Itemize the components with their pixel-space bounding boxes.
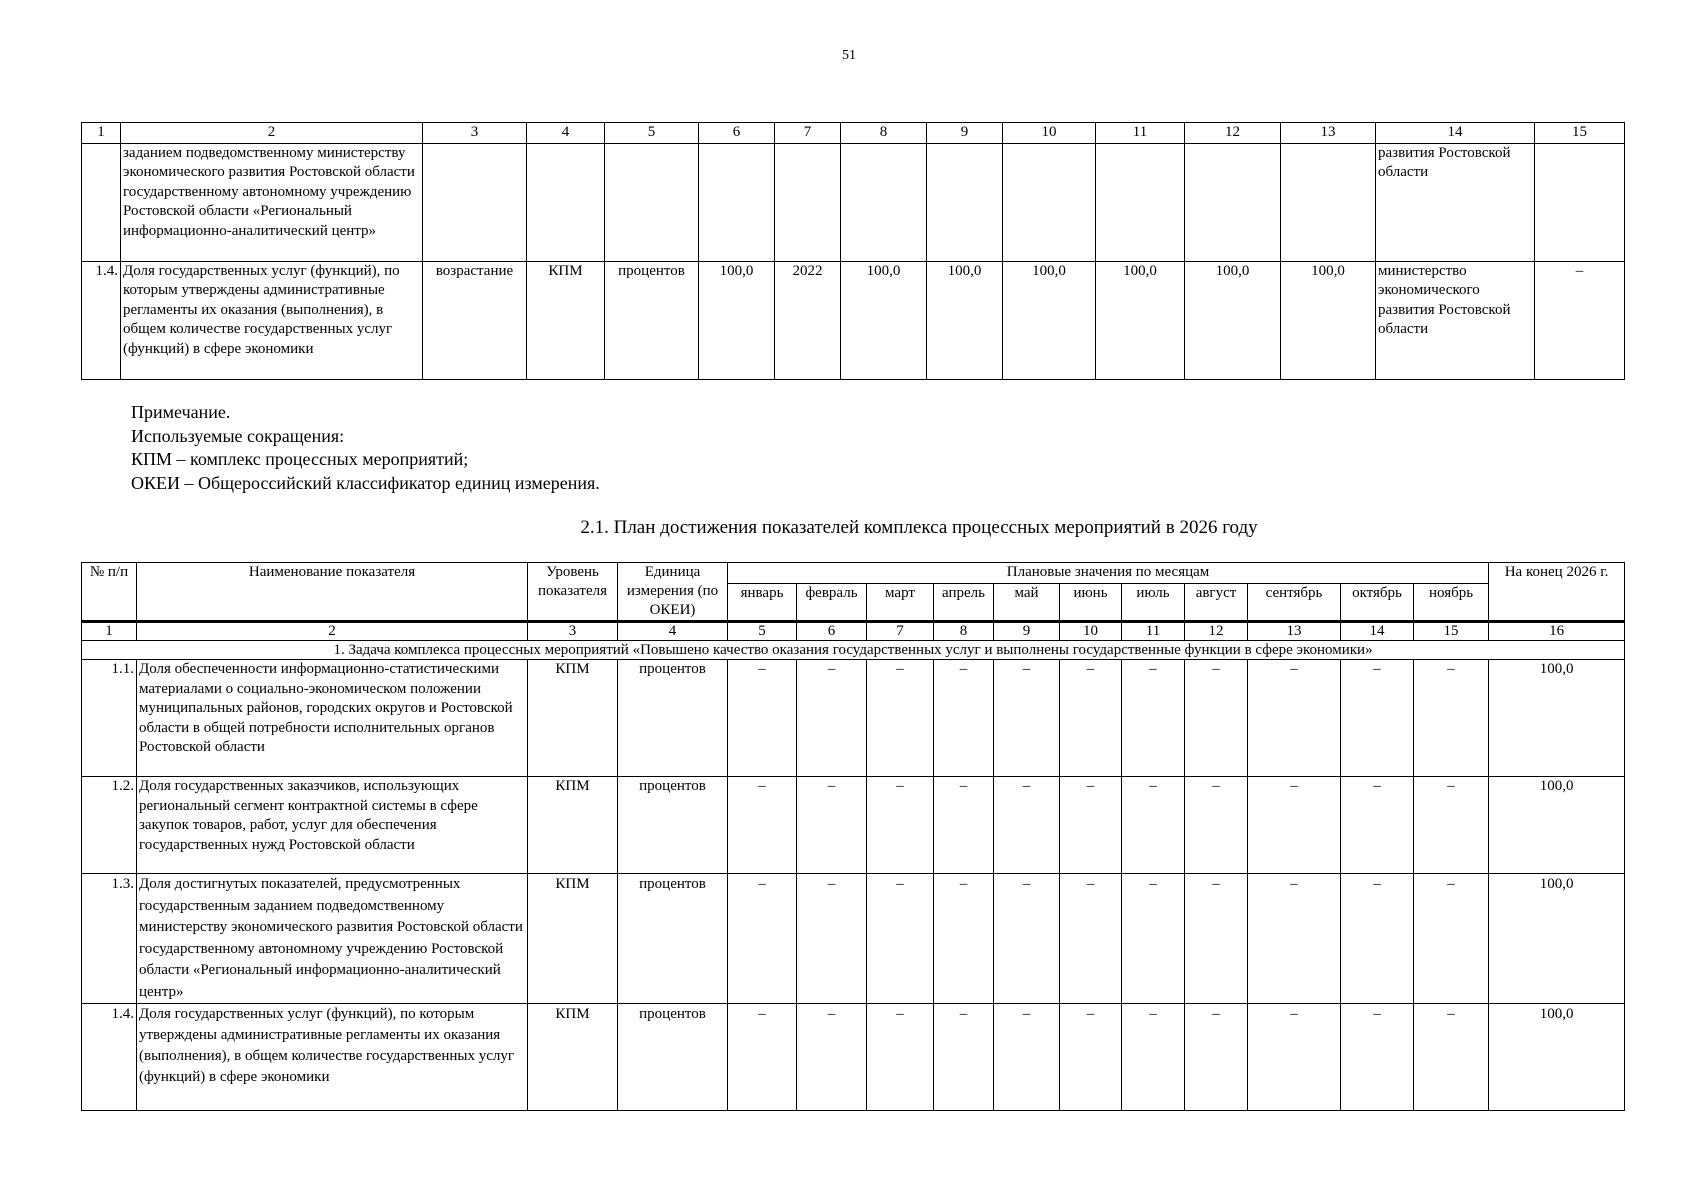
table-row: [82, 1004, 1625, 1111]
row-number: 1.1.: [82, 660, 137, 777]
header-end: На конец 2026 г.: [1489, 563, 1625, 622]
month-header: январь: [728, 584, 797, 622]
task-title: 1. Задача комплекса процессных мероприятий «Повышено качество оказания государственных услуг и выполнены государственные функции в сфере экономики»: [82, 641, 1625, 660]
value: 100,0: [1096, 261, 1185, 379]
note-line: КПМ – комплекс процессных мероприятий;: [131, 449, 469, 469]
unit: процентов: [618, 660, 728, 777]
end-value: 100,0: [1489, 1004, 1625, 1111]
table-row: [82, 874, 1625, 1004]
column-number-row: [82, 123, 1625, 144]
col-num: 8: [841, 123, 927, 144]
month-value: –: [1248, 660, 1341, 777]
table-row: [82, 777, 1625, 874]
row-number: 1.2.: [82, 777, 137, 874]
value: 100,0: [1003, 261, 1096, 379]
col-num: 14: [1341, 622, 1414, 641]
month-header: июль: [1122, 584, 1185, 622]
month-value: –: [728, 874, 797, 1004]
header-row: [82, 563, 1625, 584]
month-value: –: [1185, 874, 1248, 1004]
month-value: –: [797, 777, 867, 874]
month-value: –: [1185, 777, 1248, 874]
col-num: 10: [1003, 123, 1096, 144]
col-num: 6: [797, 622, 867, 641]
indicator-name: заданием подведомственному министерству экономического развития Ростовской области государственному автономному учреждению Ростовской области «Региональный информационно-аналитический центр»: [121, 143, 423, 261]
month-value: –: [1414, 874, 1489, 1004]
month-value: –: [934, 874, 994, 1004]
month-value: –: [1414, 660, 1489, 777]
month-value: –: [797, 874, 867, 1004]
end-value: 100,0: [1489, 660, 1625, 777]
month-value: –: [867, 660, 934, 777]
col-num: 9: [994, 622, 1060, 641]
level: КПМ: [527, 261, 605, 379]
table-row: [82, 261, 1625, 379]
col-num: 7: [775, 123, 841, 144]
month-header: апрель: [934, 584, 994, 622]
col-num: 11: [1122, 622, 1185, 641]
unit: процентов: [605, 261, 699, 379]
month-value: –: [994, 874, 1060, 1004]
base-value: 100,0: [699, 261, 775, 379]
unit: процентов: [618, 874, 728, 1004]
col-num: 14: [1376, 123, 1535, 144]
value: 100,0: [1281, 261, 1376, 379]
month-value: –: [1248, 777, 1341, 874]
note-line: ОКЕИ – Общероссийский классификатор единиц измерения.: [131, 472, 600, 493]
month-value: –: [1122, 1004, 1185, 1111]
month-value: –: [1060, 1004, 1122, 1111]
page-number: 51: [842, 48, 856, 63]
header-monthly: Плановые значения по месяцам: [728, 563, 1489, 584]
month-value: –: [867, 777, 934, 874]
month-value: –: [1122, 660, 1185, 777]
month-value: –: [1122, 874, 1185, 1004]
col-num: 2: [121, 123, 423, 144]
header-name: Наименование показателя: [137, 563, 528, 622]
month-header: октябрь: [1341, 584, 1414, 622]
col-num: 2: [137, 622, 528, 641]
month-value: –: [728, 777, 797, 874]
col-num: 12: [1185, 123, 1281, 144]
level: КПМ: [528, 874, 618, 1004]
col-num: 10: [1060, 622, 1122, 641]
column-number-row: [82, 622, 1625, 641]
month-value: –: [728, 1004, 797, 1111]
header-unit: Единица измерения (по ОКЕИ): [618, 563, 728, 622]
month-value: –: [728, 660, 797, 777]
note-block: [131, 401, 600, 495]
col-num: 3: [528, 622, 618, 641]
col-num: 6: [699, 123, 775, 144]
header-level: Уровень показателя: [528, 563, 618, 622]
value: 100,0: [927, 261, 1003, 379]
indicator-name: Доля государственных услуг (функций), по которым утверждены административные регламенты их оказания (выполнения), в общем количестве государственных услуг (функций) в сфере экономики: [137, 1004, 528, 1111]
month-value: –: [797, 660, 867, 777]
month-header: март: [867, 584, 934, 622]
month-value: –: [1341, 874, 1414, 1004]
task-row: [82, 641, 1625, 660]
col-num: 16: [1489, 622, 1625, 641]
direction: возрастание: [423, 261, 527, 379]
table-row: [82, 660, 1625, 777]
month-header: август: [1185, 584, 1248, 622]
month-value: –: [934, 1004, 994, 1111]
col-num: 15: [1414, 622, 1489, 641]
col-num: 9: [927, 123, 1003, 144]
col-num: 7: [867, 622, 934, 641]
indicators-table-continuation: [81, 122, 1625, 380]
month-value: –: [1185, 1004, 1248, 1111]
col-num: 13: [1281, 123, 1376, 144]
month-value: –: [994, 1004, 1060, 1111]
month-value: –: [867, 1004, 934, 1111]
end-value: 100,0: [1489, 874, 1625, 1004]
table-row: [82, 143, 1625, 261]
monthly-plan-table: [81, 562, 1625, 1111]
note-line: Используемые сокращения:: [131, 425, 345, 446]
month-value: –: [1060, 660, 1122, 777]
month-value: –: [1122, 777, 1185, 874]
level: КПМ: [528, 777, 618, 874]
month-header: ноябрь: [1414, 584, 1489, 622]
month-value: –: [797, 1004, 867, 1111]
unit: процентов: [618, 777, 728, 874]
value: 100,0: [1185, 261, 1281, 379]
col-num: 4: [527, 123, 605, 144]
month-value: –: [1414, 1004, 1489, 1111]
row-number: 1.4.: [82, 261, 121, 379]
level: КПМ: [528, 660, 618, 777]
col-num: 11: [1096, 123, 1185, 144]
responsible-body: министерство экономического развития Ростовской области: [1376, 261, 1535, 379]
row-number: 1.3.: [82, 874, 137, 1004]
indicator-name: Доля государственных заказчиков, использующих региональный сегмент контрактной системы в сфере закупок товаров, работ, услуг для обеспечения государственных нужд Ростовской области: [137, 777, 528, 874]
month-header: май: [994, 584, 1060, 622]
header-num: № п/п: [82, 563, 137, 622]
col-num: 5: [605, 123, 699, 144]
col-num: 12: [1185, 622, 1248, 641]
indicator-name: Доля обеспеченности информационно-статистическими материалами о социально-экономическом положении муниципальных районов, городских округов и Ростовской области в общей потребности исполнительных органов Ростовской области: [137, 660, 528, 777]
note-title: Примечание.: [131, 402, 231, 422]
col-num: 1: [82, 123, 121, 144]
value: 100,0: [841, 261, 927, 379]
indicator-name: Доля государственных услуг (функций), по которым утверждены административные регламенты их оказания (выполнения), в общем количестве государственных услуг (функций) в сфере экономики: [121, 261, 423, 379]
month-value: –: [867, 874, 934, 1004]
month-header: февраль: [797, 584, 867, 622]
month-value: –: [1414, 777, 1489, 874]
month-value: –: [994, 660, 1060, 777]
month-value: –: [1248, 874, 1341, 1004]
month-header: сентябрь: [1248, 584, 1341, 622]
info-system: –: [1535, 261, 1625, 379]
col-num: 1: [82, 622, 137, 641]
month-value: –: [934, 777, 994, 874]
indicator-name: Доля достигнутых показателей, предусмотренных государственным заданием подведомственному министерству экономического развития Ростовской области государственному автономному учреждению Ростовской области «Региональный информационно-аналитический центр»: [137, 874, 528, 1004]
col-num: 13: [1248, 622, 1341, 641]
col-num: 5: [728, 622, 797, 641]
row-number: 1.4.: [82, 1004, 137, 1111]
end-value: 100,0: [1489, 777, 1625, 874]
base-year: 2022: [775, 261, 841, 379]
section-heading: 2.1. План достижения показателей комплекса процессных мероприятий в 2026 году: [580, 517, 1258, 538]
level: КПМ: [528, 1004, 618, 1111]
month-value: –: [994, 777, 1060, 874]
col-num: 8: [934, 622, 994, 641]
month-value: –: [1341, 777, 1414, 874]
col-num: 4: [618, 622, 728, 641]
unit: процентов: [618, 1004, 728, 1111]
col-num: 15: [1535, 123, 1625, 144]
month-header: июнь: [1060, 584, 1122, 622]
month-value: –: [934, 660, 994, 777]
month-value: –: [1060, 777, 1122, 874]
month-value: –: [1185, 660, 1248, 777]
col-num: 3: [423, 123, 527, 144]
responsible-body: развития Ростовской области: [1376, 143, 1535, 261]
month-value: –: [1341, 1004, 1414, 1111]
month-value: –: [1060, 874, 1122, 1004]
month-value: –: [1341, 660, 1414, 777]
month-value: –: [1248, 1004, 1341, 1111]
